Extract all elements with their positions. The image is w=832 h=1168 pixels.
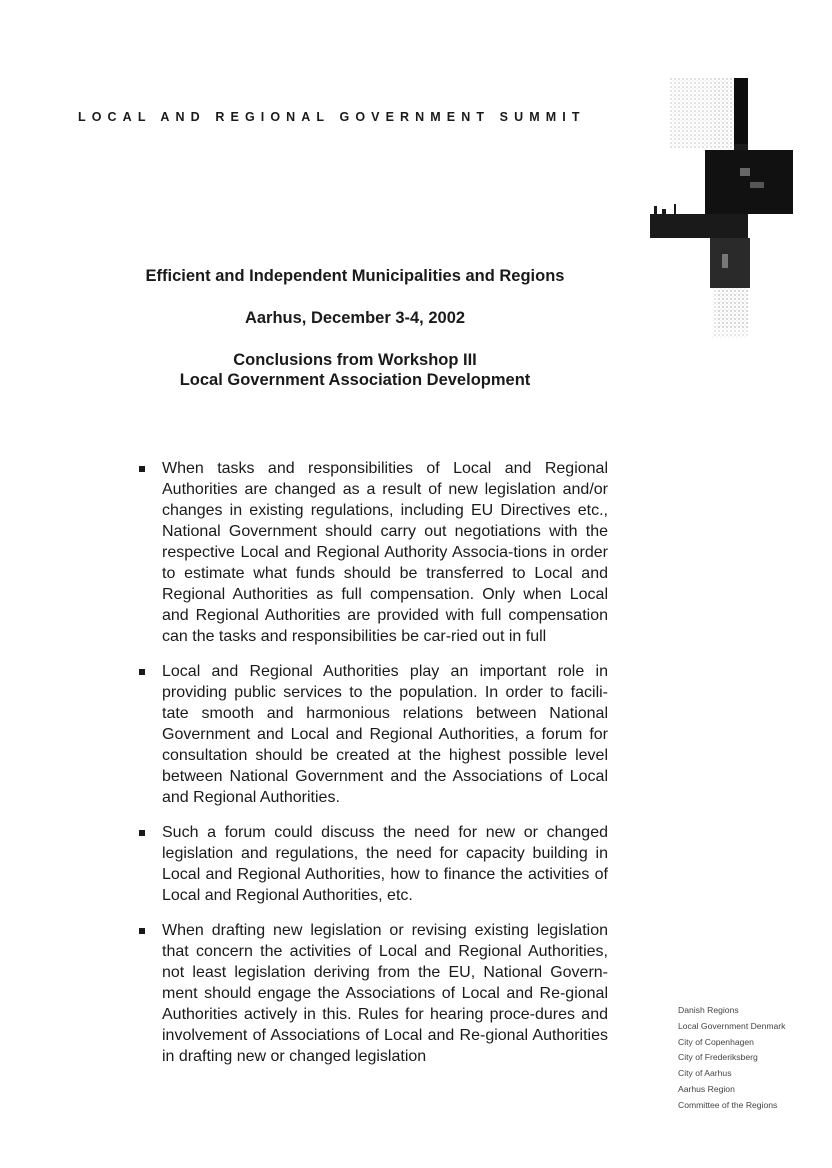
- list-item: Such a forum could discuss the need for new or changed legislation and regulations, the need for capacity building in Local and Regional Authorities, how to finance the activities of Local and Regional Authorities, etc.: [135, 822, 608, 906]
- workshop-subtitle: Local Government Association Development: [179, 371, 531, 389]
- list-item: Local and Regional Authorities play an important role in providing public services to the population. In order to facili-tate smooth and harmonious relations between National Government and Local and Regional Authorities, a forum for consultation should be created at the highest possible level between National Government and the Associations of Local and Regional Authorities.: [135, 661, 608, 808]
- sponsor-item: Committee of the Regions: [678, 1099, 778, 1110]
- document-titles: [120, 266, 590, 390]
- conference-title: Efficient and Independent Municipalities and Regions: [145, 267, 565, 285]
- sponsor-list: [678, 1003, 828, 1114]
- sponsor-item: Local Government Denmark: [678, 1020, 786, 1031]
- conference-date: Aarhus, December 3-4, 2002: [244, 309, 466, 327]
- sponsor-item: Danish Regions: [678, 1005, 739, 1015]
- sponsor-item: City of Copenhagen: [678, 1036, 754, 1047]
- sponsor-item: City of Aarhus: [678, 1068, 732, 1079]
- summit-cross-logo: [650, 78, 795, 338]
- list-item: When drafting new legislation or revising existing legislation that concern the activities of Local and Regional Authorities, not least legislation deriving from the EU, National Govern-ment should engage the Associations of Local and Re-gional Authorities actively in this. Rules for hearing proce-dures and involvement of Associations of Local and Re-gional Authorities in drafting new or changed legislation: [135, 920, 608, 1067]
- conclusions-list: [135, 458, 608, 1081]
- sponsor-item: Aarhus Region: [678, 1083, 735, 1094]
- list-item: When tasks and responsibilities of Local and Regional Authorities are changed as a result of new legislation and/or changes in existing regulations, including EU Directives etc., National Government should carry out negotiations with the respective Local and Regional Authority Associa-tions in order to estimate what funds should be transferred to Local and Regional Authorities as full compensation. Only when Local and Regional Authorities are provided with full compensation can the tasks and responsibilities be car-ried out in full: [135, 458, 608, 647]
- workshop-title: Conclusions from Workshop III: [233, 351, 477, 369]
- sponsor-item: City of Frederiksberg: [678, 1052, 758, 1063]
- summit-header: LOCAL AND REGIONAL GOVERNMENT SUMMIT: [78, 110, 586, 124]
